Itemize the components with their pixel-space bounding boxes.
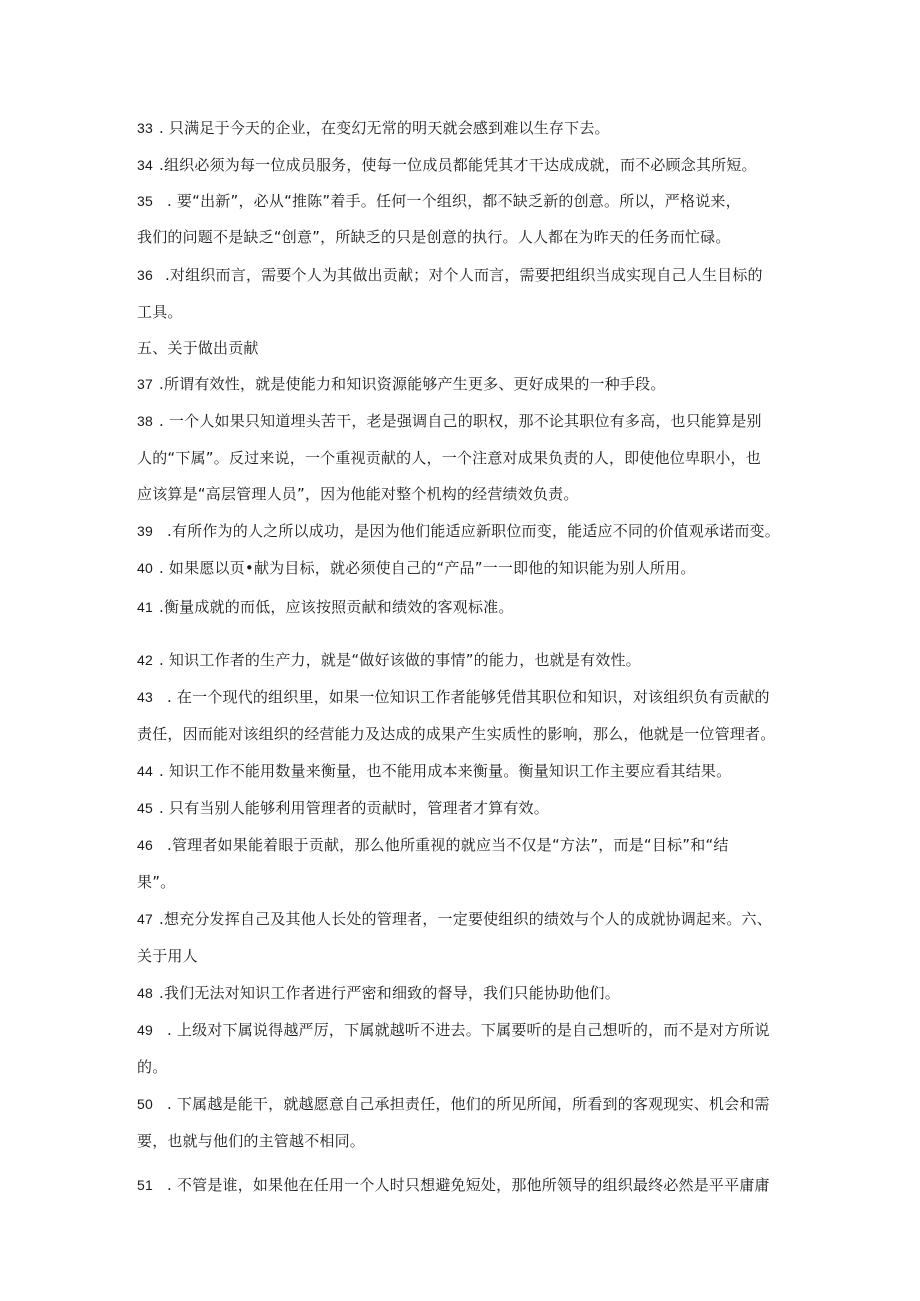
- item-number: 45: [137, 800, 153, 816]
- item-47-cont: [137, 946, 797, 966]
- item-text: 要，也就与他们的主管越不相同。: [137, 1132, 366, 1150]
- item-text: . 只满足于今天的企业，在变幻无常的明天就会感到难以生存下去。: [158, 119, 610, 137]
- item-text: .所谓有效性，就是使能力和知识资源能够产生更多、更好成果的一种手段。: [158, 375, 666, 393]
- item-36: [137, 265, 797, 285]
- item-number: 39: [137, 523, 153, 539]
- item-42: [137, 650, 797, 670]
- item-36-cont: [137, 302, 797, 322]
- item-text: . 不管是谁，如果他在任用一个人时只想避免短处，那他所领导的组织最终必然是平平庸庸: [166, 1176, 770, 1194]
- item-number: 49: [137, 1022, 153, 1038]
- item-35: [137, 191, 797, 211]
- item-44: [137, 761, 797, 781]
- item-number: 35: [137, 193, 153, 209]
- item-text: . 只有当别人能够利用管理者的贡献时，管理者才算有效。: [158, 799, 549, 817]
- item-text: . 一个人如果只知道埋头苦干，老是强调自己的职权，那不论其职位有多高，也只能算是别: [158, 412, 762, 430]
- item-number: 48: [137, 985, 153, 1001]
- item-46: [137, 835, 797, 855]
- item-text: .管理者如果能着眼于贡献，那么他所重视的就应当不仅是“方法”，而是“目标”和“结: [166, 836, 729, 854]
- item-33: [137, 118, 797, 138]
- item-text: .衡量成就的而低，应该按照贡献和绩效的客观标准。: [158, 598, 514, 616]
- item-number: 42: [137, 652, 153, 668]
- item-38-cont-1: [137, 448, 797, 468]
- item-text: 我们的问题不是缺乏“创意”，所缺乏的只是创意的执行。人人都在为昨天的任务而忙碌。: [137, 228, 731, 246]
- item-number: 44: [137, 763, 153, 779]
- item-43: [137, 687, 797, 707]
- item-39: [137, 521, 797, 541]
- item-text: 人的“下属”。反过来说，一个重视贡献的人，一个注意对成果负责的人，即使他位卑职小，也: [137, 449, 761, 467]
- item-text: 果”。: [137, 873, 176, 891]
- item-49-cont: [137, 1057, 797, 1077]
- item-number: 38: [137, 413, 153, 429]
- item-number: 33: [137, 120, 153, 136]
- item-text: . 知识工作不能用数量来衡量，也不能用成本来衡量。衡量知识工作主要应看其结果。: [158, 762, 732, 780]
- item-50-cont: [137, 1131, 797, 1151]
- item-38: [137, 411, 797, 431]
- item-text: 责任，因而能对该组织的经营能力及达成的成果产生实质性的影响，那么，他就是一位管理者。: [137, 725, 776, 743]
- item-51: [137, 1175, 797, 1195]
- item-50: [137, 1094, 797, 1114]
- item-43-cont: [137, 724, 797, 744]
- item-48: [137, 983, 797, 1003]
- item-number: 50: [137, 1096, 153, 1112]
- item-34: [137, 155, 797, 175]
- section-heading-5: [137, 338, 797, 358]
- item-text: 关于用人: [137, 947, 198, 965]
- item-text: . 下属越是能干，就越愿意自己承担责任，他们的所见所闻，所看到的客观现实、机会和需: [166, 1095, 770, 1113]
- item-text: . 如果愿以页•献为目标，就必须使自己的“产品”一一即他的知识能为别人所用。: [158, 559, 696, 577]
- item-text: . 在一个现代的组织里，如果一位知识工作者能够凭借其职位和知识，对该组织负有贡献的: [166, 688, 770, 706]
- item-text: . 要“出新”，必从“推陈”着手。任何一个组织，都不缺乏新的创意。所以，严格说来，: [166, 192, 741, 210]
- item-text: .组织必须为每一位成员服务，使每一位成员都能凭其才干达成成就，而不必顾念其所短。: [158, 156, 757, 174]
- item-number: 41: [137, 599, 153, 615]
- section-heading-text: 五、关于做出贡献: [137, 339, 259, 357]
- item-text: . 上级对下属说得越严厉，下属就越听不进去。下属要听的是自己想听的，而不是对方所说: [166, 1021, 770, 1039]
- item-text: . 知识工作者的生产力，就是“做好该做的事情”的能力，也就是有效性。: [158, 651, 641, 669]
- item-number: 47: [137, 911, 153, 927]
- item-text: .对组织而言，需要个人为其做出贡献；对个人而言，需要把组织当成实现自己人生目标的: [164, 266, 763, 284]
- item-text: 应该算是“高层管理人员”，因为他能对整个机构的经营绩效负责。: [137, 485, 579, 503]
- item-45: [137, 798, 797, 818]
- item-38-cont-2: [137, 484, 797, 504]
- item-46-cont: [137, 872, 797, 892]
- item-text: .有所作为的人之所以成功，是因为他们能适应新职位而变，能适应不同的价值观承诺而变。: [166, 522, 780, 540]
- item-number: 43: [137, 689, 153, 705]
- item-number: 37: [137, 376, 153, 392]
- item-47: [137, 909, 797, 929]
- item-49: [137, 1020, 797, 1040]
- item-number: 34: [137, 157, 153, 173]
- item-37: [137, 374, 797, 394]
- item-text: .我们无法对知识工作者进行严密和细致的督导，我们只能协助他们。: [158, 984, 620, 1002]
- item-40: [137, 558, 797, 578]
- item-text: 工具。: [137, 303, 183, 321]
- item-number: 36: [137, 267, 153, 283]
- item-35-cont: [137, 227, 797, 247]
- item-text: .想充分发挥自己及其他人长处的管理者，一定要使组织的绩效与个人的成就协调起来。六、: [158, 910, 772, 928]
- item-41: [137, 597, 797, 617]
- item-number: 46: [137, 837, 153, 853]
- item-number: 51: [137, 1177, 153, 1193]
- item-number: 40: [137, 560, 153, 576]
- item-text: 的。: [137, 1058, 168, 1076]
